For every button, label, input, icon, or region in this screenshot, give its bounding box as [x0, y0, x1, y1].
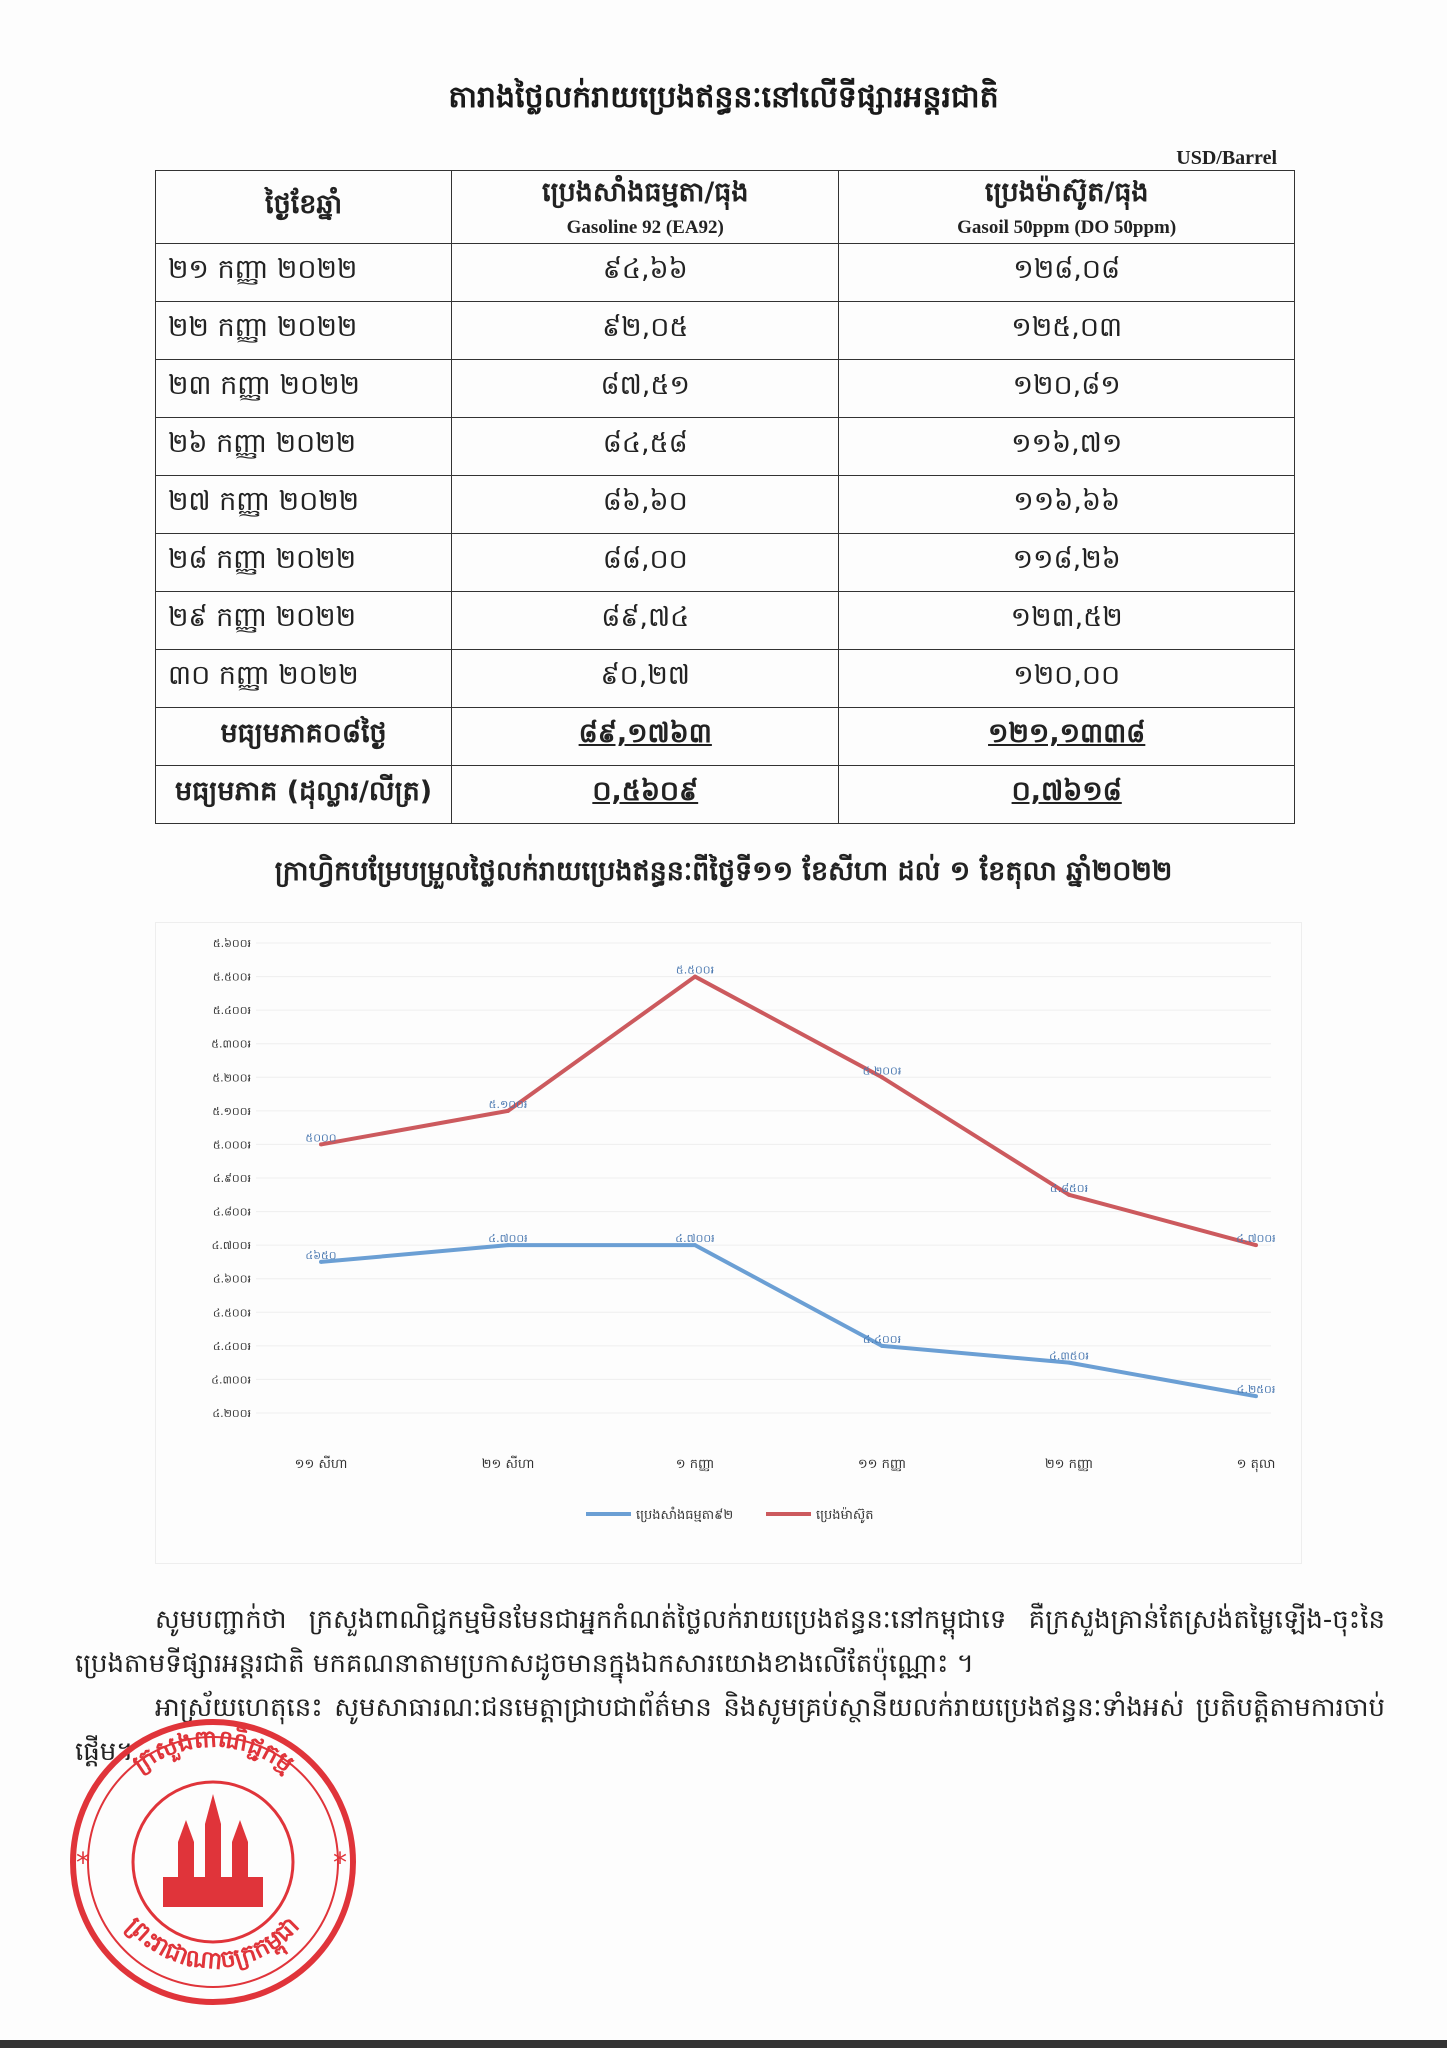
cell-date: ២១ កញ្ញា ២០២២ — [156, 244, 452, 302]
table-row — [156, 592, 1295, 650]
seal-top-text: ក្រសួងពាណិជ្ជកម្ម — [127, 1724, 300, 1778]
cell-date: ២៧ កញ្ញា ២០២២ — [156, 476, 452, 534]
cell-date: ២៩ កញ្ញា ២០២២ — [156, 592, 452, 650]
cell-gasoil: ១២០,៨១ — [839, 360, 1295, 418]
table-header-row — [156, 171, 1295, 244]
page-title: តារាងថ្លៃលក់រាយប្រេងឥន្ធនៈនៅលើទីផ្សារអន្តរជាតិ — [448, 80, 999, 115]
table-row — [156, 534, 1295, 592]
x-tick-label: ១១ សីហា — [294, 1457, 348, 1472]
table-row — [156, 476, 1295, 534]
table-row — [156, 360, 1295, 418]
avg-days-row — [156, 708, 1295, 766]
chart-title: ក្រាហ្វិកបម្រែបម្រួលថ្លៃលក់រាយប្រេងឥន្ធនៈពីថ្ងៃទី១១ ខែសីហា ដល់ ១ ខែតុលា ឆ្នាំ២០២២ — [274, 856, 1173, 887]
x-tick-label: ១ តុលា — [1236, 1457, 1276, 1472]
table-row — [156, 302, 1295, 360]
cell-gasoline: ៨៩,៧៤ — [452, 592, 839, 650]
paragraph-2: អាស្រ័យហេតុនេះ សូមសាធារណៈជនមេត្តាជ្រាបជាព័ត៌មាន និងសូមគ្រប់ស្ថានីយលក់រាយប្រេងឥន្ធនៈទាំងអស់ ប្រតិបត្តិតាមការចាប់ផ្តើម។ — [75, 1693, 1385, 1767]
table-row — [156, 418, 1295, 476]
x-tick-label: ១ កញ្ញា — [675, 1457, 715, 1472]
svg-text:*: * — [76, 1846, 90, 1879]
legend-label-1: ប្រេងម៉ាស៊ូត — [816, 1508, 874, 1523]
y-tick-label: ៤.៣០០៛ — [211, 1373, 251, 1387]
legend-label-0: ប្រេងសាំងធម្មតា៩២ — [636, 1508, 734, 1523]
table-row — [156, 244, 1295, 302]
line-chart — [155, 922, 1302, 1564]
data-label: ៥.៥០០៛ — [675, 963, 715, 977]
unit-label: USD/Barrel — [1176, 147, 1277, 169]
avg-days-gasoline: ៨៩,១៧៦៣ — [452, 708, 839, 766]
ministry-seal-icon — [58, 1712, 368, 2012]
y-tick-label: ៥.១០០៛ — [212, 1104, 251, 1118]
avg-liter-gasoil: ០,៧៦១៨ — [839, 766, 1295, 824]
y-tick-label: ៥.២០០៛ — [212, 1071, 251, 1085]
avg-liter-gasoline: ០,៥៦០៩ — [452, 766, 839, 824]
cell-gasoil: ១២០,០០ — [839, 650, 1295, 708]
data-label: ៤.៨៥០៛ — [1049, 1181, 1089, 1195]
cell-gasoil: ១១៦,៦៦ — [839, 476, 1295, 534]
x-tick-label: ២១ កញ្ញា — [1044, 1457, 1094, 1472]
price-table — [155, 170, 1295, 824]
data-label: ៥.១០០៛ — [488, 1097, 528, 1111]
cell-gasoil: ១១៦,៧១ — [839, 418, 1295, 476]
series-line-0 — [321, 1245, 1256, 1396]
cell-gasoline: ៨៧,៥១ — [452, 360, 839, 418]
cell-gasoline: ៩២,០៥ — [452, 302, 839, 360]
data-label: ៤.៧០០៛ — [675, 1232, 715, 1246]
avg-days-label: មធ្យមភាគ០៨ថ្ងៃ — [156, 708, 452, 766]
y-tick-label: ៤.៩០០៛ — [212, 1172, 251, 1185]
cell-gasoil: ១២៥,០៣ — [839, 302, 1295, 360]
y-tick-label: ៥.៦០០៛ — [212, 937, 251, 950]
data-label: ៤៦៥០ — [305, 1248, 337, 1262]
cell-date: ២២ កញ្ញា ២០២២ — [156, 302, 452, 360]
y-tick-label: ៥.០០០៛ — [212, 1138, 251, 1152]
cell-gasoline: ៩៤,៦៦ — [452, 244, 839, 302]
cell-date: ២៨ កញ្ញា ២០២២ — [156, 534, 452, 592]
y-tick-label: ៤.៤០០៛ — [212, 1339, 251, 1353]
y-tick-label: ៥.៤០០៛ — [212, 1004, 251, 1018]
cell-gasoline: ៨៤,៥៨ — [452, 418, 839, 476]
cell-date: ២៣ កញ្ញា ២០២២ — [156, 360, 452, 418]
cell-date: ២៦ កញ្ញា ២០២២ — [156, 418, 452, 476]
cell-gasoline: ៩០,២៧ — [452, 650, 839, 708]
x-tick-label: ២១ សីហា — [481, 1457, 535, 1472]
paragraph-1: សូមបញ្ជាក់ថា ក្រសួងពាណិជ្ជកម្មមិនមែនជាអ្នកកំណត់ថ្លៃលក់រាយប្រេងឥន្ធនៈនៅកម្ពុជាទេ គឺក្រសួងគ្រាន់តែស្រង់តម្លៃឡើង-ចុះនៃប្រេងតាមទីផ្សារអន្តរជាតិ មកគណនាតាមប្រកាសដូចមានក្នុងឯកសារយោងខាងលើតែប៉ុណ្ណោះ ។ — [75, 1605, 1385, 1679]
cell-gasoil: ១១៨,២៦ — [839, 534, 1295, 592]
col-gasoline-header: ប្រេងសាំងធម្មតា/ធុង Gasoline 92 (EA92) — [452, 171, 839, 244]
cell-date: ៣០ កញ្ញា ២០២២ — [156, 650, 452, 708]
avg-days-gasoil: ១២១,១៣៣៨ — [839, 708, 1295, 766]
data-label: ៤.៧០០៛ — [1236, 1232, 1276, 1246]
seal-bottom-text: ព្រះរាជាណាចក្រកម្ពុជា — [121, 1911, 305, 1976]
data-label: ៤.២៥០៛ — [1236, 1383, 1276, 1397]
avg-liter-row — [156, 766, 1295, 824]
col-gasoil-header: ប្រេងម៉ាស៊ូត/ធុង Gasoil 50ppm (DO 50ppm) — [839, 171, 1295, 244]
avg-liter-label: មធ្យមភាគ (ដុល្លារ/លីត្រ) — [156, 766, 452, 824]
y-tick-label: ៥.៥០០៛ — [212, 970, 251, 984]
cell-gasoline: ៨៦,៦០ — [452, 476, 839, 534]
data-label: ៥.២០០៛ — [862, 1064, 902, 1078]
data-label: ៤.៤០០៛ — [862, 1332, 902, 1346]
y-tick-label: ៤.៨០០៛ — [212, 1205, 251, 1219]
data-label: ៥០០០ — [305, 1131, 337, 1145]
y-tick-label: ៤.៧០០៛ — [211, 1239, 251, 1253]
table-row — [156, 650, 1295, 708]
y-tick-label: ៤.២០០៛ — [212, 1407, 251, 1420]
y-tick-label: ៤.៥០០៛ — [212, 1306, 251, 1320]
cell-gasoline: ៨៨,០០ — [452, 534, 839, 592]
cell-gasoil: ១២៣,៥២ — [839, 592, 1295, 650]
col-date-header: ថ្ងៃខែឆ្នាំ — [156, 171, 452, 244]
data-label: ៤.៧០០៛ — [488, 1232, 528, 1246]
data-label: ៤.៣៥០៛ — [1049, 1349, 1089, 1363]
x-tick-label: ១១ កញ្ញា — [857, 1457, 907, 1472]
y-tick-label: ៤.៦០០៛ — [212, 1272, 251, 1286]
bottom-border — [0, 2040, 1447, 2048]
svg-text:*: * — [333, 1846, 347, 1879]
chart-svg — [156, 923, 1301, 1563]
y-tick-label: ៥.៣០០៛ — [211, 1037, 251, 1051]
cell-gasoil: ១២៨,០៨ — [839, 244, 1295, 302]
